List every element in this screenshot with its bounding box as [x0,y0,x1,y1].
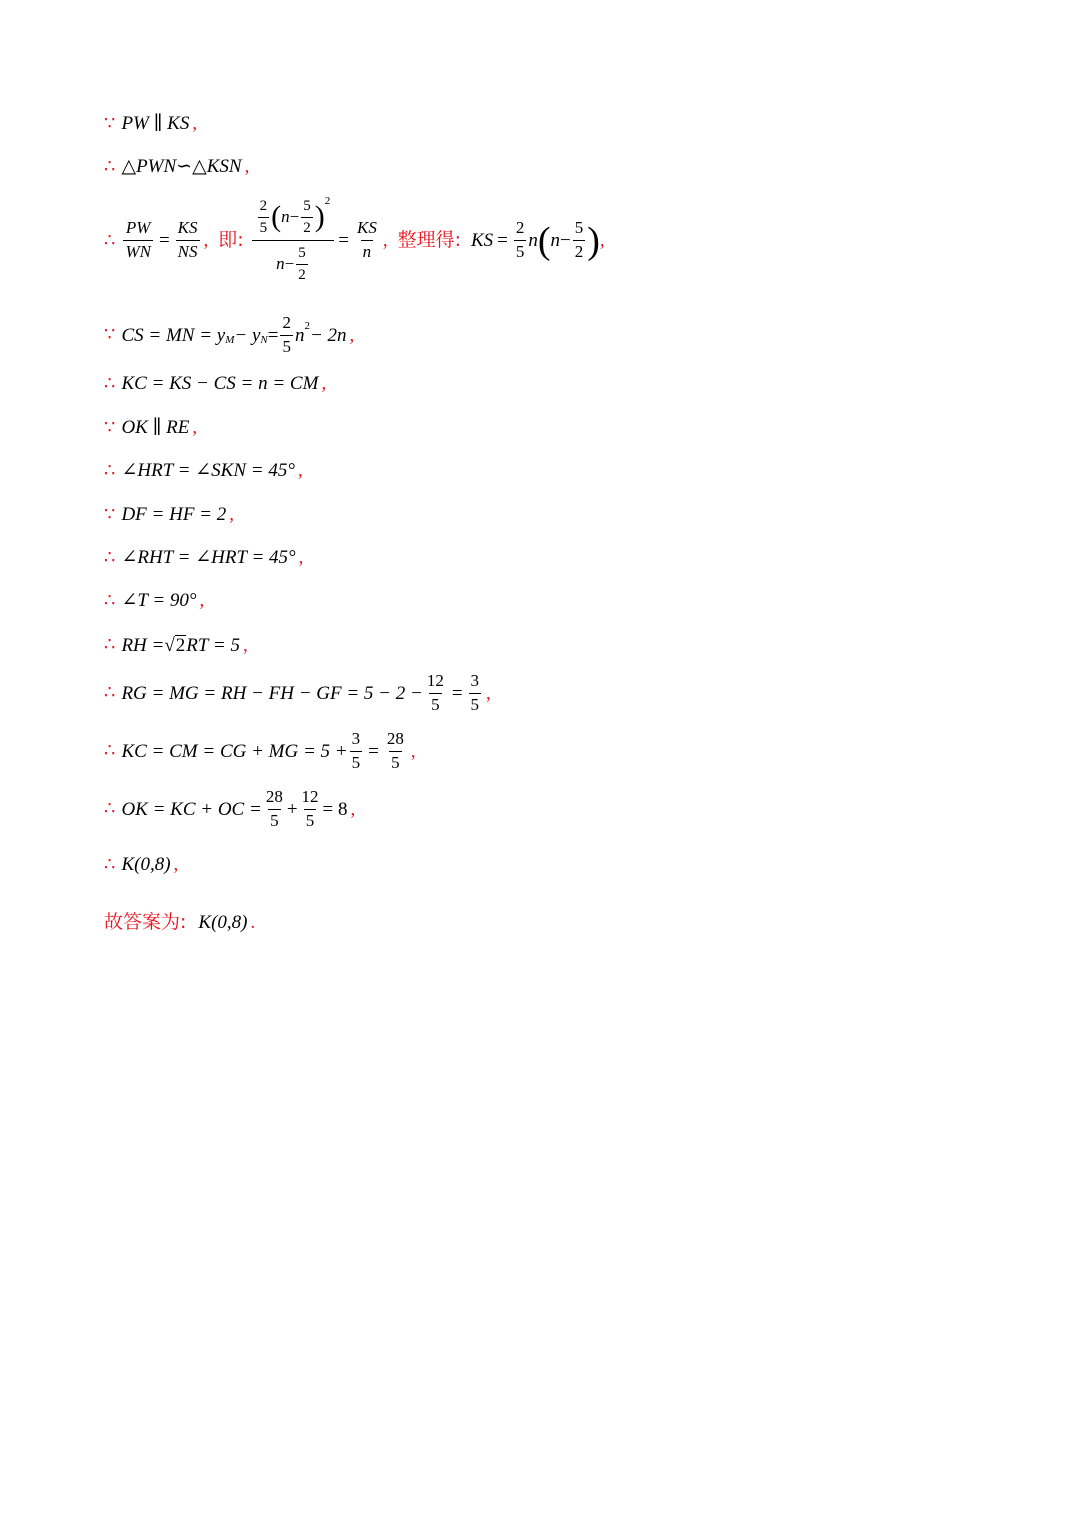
line-2 [104,157,249,176]
fraction-12-5: $\frac{12}{5}$ [301,787,319,830]
line-13: ∴ KC = CM = CG + MG = 5 + $\frac{3}{5}$ = $\frac{28}{5}$ , [104,729,416,772]
fraction-28-5: $\frac{28}{5}$ [265,787,283,830]
punctuation: , [242,634,248,656]
statement-text: PW ∥ KS [121,113,190,134]
because-symbol: ∵ [104,324,116,346]
therefore-symbol: ∴ [104,853,116,875]
punctuation: , [192,417,198,438]
therefore-symbol: ∴ [104,546,116,568]
fraction-two-fifths: $\frac{2}{5}$ [515,218,525,261]
line-11: ∴ RH = √ 2 RT = 5 , [104,634,248,656]
answer-line [104,913,255,932]
therefore-symbol: ∴ [104,634,116,655]
punctuation: , [486,682,491,704]
therefore-symbol: ∴ [104,229,116,251]
punctuation: , [244,156,250,177]
punctuation: , [349,324,355,346]
statement-text: DF = HF = 2 [121,504,227,525]
therefore-symbol: ∴ [104,459,116,481]
line-3: ∴ $\frac{PW}{WN}$ = $\frac{KS}{NS}$ , 即: $\frac{2}{5}$ ( n − $\frac{5}{2}$ ) 2 n − $\frac{5}{2}$ = $\frac{KS}{n}$ , 整理得: KS = $\frac{2}{5}$ n ( n − $\frac{5}{2}$ ) , [104,194,605,283]
fraction-pw-wn: $\frac{PW}{WN}$ [125,218,151,261]
therefore-symbol: ∴ [104,740,116,762]
line-5 [104,374,326,393]
statement-text: ∠RHT = ∠HRT = 45° [121,547,296,568]
line-8 [104,505,234,524]
punctuation: , [599,230,605,251]
punctuation: . [250,912,256,933]
fraction-five-halves: $\frac{5}{2}$ [574,218,584,261]
punctuation: , [410,740,416,762]
punctuation: , [173,854,179,875]
fraction-3-5: $\frac{3}{5}$ [351,729,361,772]
fraction-12-5: $\frac{12}{5}$ [426,671,444,714]
fraction-ks-ns: $\frac{KS}{NS}$ [177,218,198,261]
because-symbol: ∵ [104,503,116,525]
statement-text: KC = KS − CS = n = CM [121,373,319,394]
zhenglide-label: 整理得: [397,229,461,251]
ks-result: KS [470,230,494,251]
answer-label: 故答案为: [104,911,187,933]
fraction-28-5: $\frac{28}{5}$ [386,729,404,772]
statement-text: OK ∥ RE [121,417,190,438]
therefore-symbol: ∴ [104,798,116,820]
line-7 [104,461,303,480]
punctuation: , [297,460,303,481]
punctuation: , [350,798,356,820]
fraction-ks-n: $\frac{KS}{n}$ [356,218,377,261]
line-15 [104,855,178,874]
therefore-symbol: ∴ [104,682,116,704]
answer-value: K(0,8) [198,912,248,933]
because-symbol: ∵ [104,112,116,134]
fraction-complex: $\frac{2}{5}$ ( n − $\frac{5}{2}$ ) 2 n − $\frac{5}{2}$ [254,198,333,283]
therefore-symbol: ∴ [104,155,116,177]
punctuation: , [321,373,327,394]
line-9 [104,548,303,567]
therefore-symbol: ∴ [104,372,116,394]
sqrt-sign: √ [164,634,175,656]
fraction-two-fifths: $\frac{2}{5}$ [282,313,291,356]
line-4: ∵ CS = MN = y M − y N = $\frac{2}{5}$ n 2 − 2n , [104,313,355,356]
statement-text: ∠HRT = ∠SKN = 45° [121,460,295,481]
line-14: ∴ OK = KC + OC = $\frac{28}{5}$ + $\frac{12}{5}$ = 8 , [104,787,356,830]
line-12: ∴ RG = MG = RH − FH − GF = 5 − 2 − $\frac{12}{5}$ = $\frac{3}{5}$ , [104,671,491,714]
because-symbol: ∵ [104,416,116,438]
line-10 [104,591,204,610]
statement-text: K(0,8) [121,854,171,875]
punctuation: , [298,547,304,568]
punctuation: , [199,590,205,611]
therefore-symbol: ∴ [104,589,116,611]
punctuation: , [229,504,234,525]
line-6 [104,418,197,437]
statement-text: △PWN∽△KSN [121,156,242,177]
ji-label: 即: [218,229,244,251]
line-1 [104,114,197,133]
punctuation: , [192,113,198,134]
statement-text: ∠T = 90° [121,590,197,611]
fraction-3-5: $\frac{3}{5}$ [470,671,480,714]
